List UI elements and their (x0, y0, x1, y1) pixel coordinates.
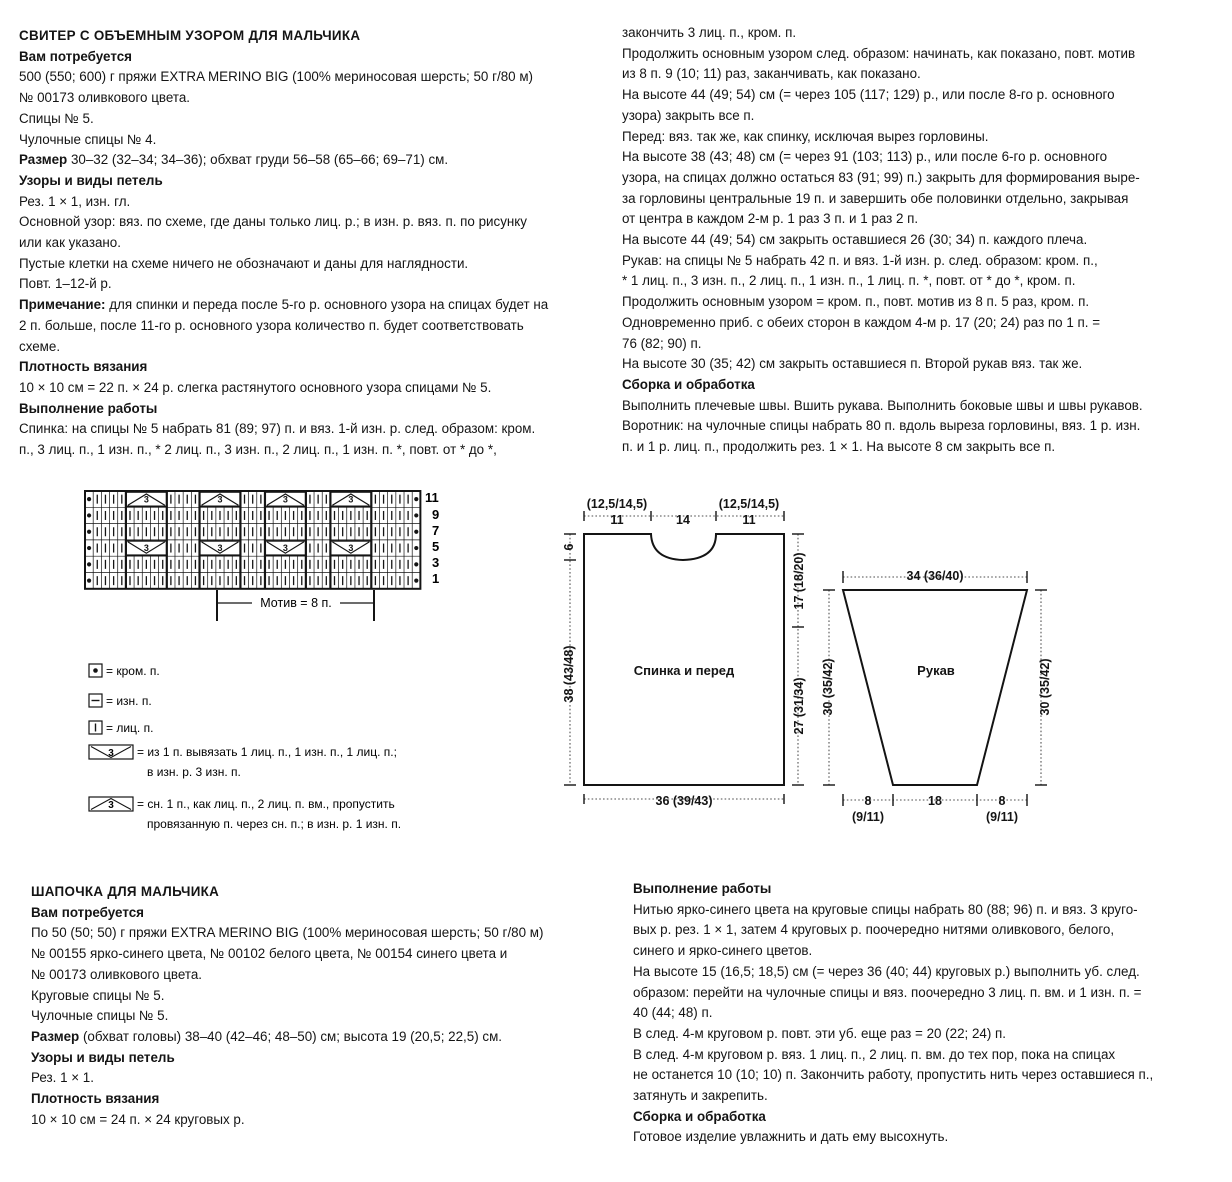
legend-decrease-text: = сн. 1 п., как лиц. п., 2 лиц. п. вм., пропустить (137, 797, 395, 811)
chart-row-number: 3 (432, 555, 440, 570)
sweater-note-text: для спинки и переда после 5-го р. основного узора на спицах будет на (105, 297, 549, 313)
dim-sleeve-top: 34 (36/40) (906, 569, 964, 583)
hat-work-line: вых р. рез. 1 × 1, затем 4 круговых р. поочередно нитями оливкового, белого, (633, 922, 1115, 938)
cable-number: 3 (282, 543, 288, 554)
hat-work-line: образом: перейти на чулочные спицы и вяз. поочередно 3 лиц. п. вм. и 1 изн. п. = (633, 984, 1142, 1000)
body-schematic (564, 511, 804, 804)
sweater-work-line: Рукав: на спицы № 5 набрать 42 п. и вяз. 1-й изн. р. след. образом: кром. п., (622, 252, 1098, 268)
sweater-size-text: 30–32 (32–34; 34–36); обхват груди 56–58 (65–66; 69–71) см. (67, 152, 449, 168)
edge-stitch-dot-icon (87, 546, 91, 550)
sweater-patterns-line: Основной узор: вяз. по схеме, где даны только лиц. р.; в изн. р. вяз. п. по рисунку (19, 214, 527, 230)
hat-work-line: В след. 4-м круговом р. повт. эти уб. еще раз = 20 (22; 24) п. (633, 1025, 1007, 1041)
legend-increase-text: = из 1 п. вывязать 1 лиц. п., 1 изн. п., 1 лиц. п.; (137, 745, 397, 759)
sweater-assembly-line: Выполнить плечевые швы. Вшить рукава. Выполнить боковые швы и швы рукавов. (622, 397, 1143, 413)
sweater-size-label: Размер (19, 152, 68, 168)
sweater-note-line: схеме. (19, 338, 61, 354)
edge-stitch-dot-icon (414, 497, 418, 501)
dim-sleeve-side-left: 8 (864, 794, 872, 808)
dim-neck-width: 14 (676, 513, 690, 527)
cable-number: 3 (143, 494, 149, 505)
dim-sleeve-bottom: 18 (928, 794, 942, 808)
sweater-work-line: Спинка: на спицы № 5 набрать 81 (89; 97) п. и вяз. 1-й изн. р. след. образом: кром. (19, 421, 536, 437)
sweater-materials-line: Чулочные спицы № 4. (19, 131, 157, 147)
hat-title: ШАПОЧКА ДЛЯ МАЛЬЧИКА (31, 884, 220, 899)
sweater-patterns-line: Рез. 1 × 1, изн. гл. (19, 193, 131, 209)
legend-knit-stitch (89, 721, 153, 735)
chart-row-number: 5 (432, 539, 440, 554)
legend-purl-text: = изн. п. (106, 694, 152, 708)
sweater-work-line: На высоте 44 (49; 54) см закрыть оставшиеся 26 (30; 34) п. каждого плеча. (622, 232, 1088, 248)
sweater-title: СВИТЕР С ОБЪЕМНЫМ УЗОРОМ ДЛЯ МАЛЬЧИКА (19, 28, 361, 43)
sweater-work-line: На высоте 38 (43; 48) см (= через 91 (103; 113) р., или после 6-го р. основного (622, 149, 1108, 165)
sweater-work-line: На высоте 44 (49; 54) см (= через 105 (117; 129) р., или после 8-го р. основного (622, 87, 1115, 103)
hat-assembly-heading: Сборка и обработка (633, 1108, 766, 1124)
legend-knit-text: = лиц. п. (106, 721, 154, 735)
hat-gauge: 10 × 10 см = 24 п. × 24 круговых р. (31, 1111, 245, 1127)
sweater-work-heading: Выполнение работы (19, 400, 158, 416)
cable-number: 3 (143, 543, 149, 554)
sweater-gauge-heading: Плотность вязания (19, 359, 148, 375)
sweater-work-line: узора) закрыть все п. (622, 107, 755, 123)
chart-row-number: 11 (425, 490, 439, 505)
body-outline (584, 534, 784, 785)
sleeve-label: Рукав (917, 663, 955, 678)
chart-row-number: 9 (432, 507, 440, 522)
hat-size-text: (обхват головы) 38–40 (42–46; 48–50) см; высота 19 (20,5; 22,5) см. (79, 1028, 502, 1044)
dim-armhole: 17 (18/20) (792, 552, 806, 610)
sweater-patterns-line: или как указано. (19, 235, 121, 251)
dim-sleeve-side-left-alt: (9/11) (852, 810, 884, 824)
sweater-work-line: 76 (82; 90) п. (622, 335, 702, 351)
edge-stitch-dot-icon (87, 530, 91, 534)
hat-materials-line: № 00173 оливкового цвета. (31, 966, 203, 982)
hat-work-heading: Выполнение работы (633, 881, 772, 896)
cable-number: 3 (282, 494, 288, 505)
hat-size (31, 1027, 543, 1048)
chart-row-number: 1 (432, 571, 440, 586)
chart-cells (85, 491, 420, 589)
hat-assembly-line: Готовое изделие увлажнить и дать ему высохнуть. (633, 1129, 949, 1145)
cable-number: 3 (217, 543, 223, 554)
legend-purl-stitch (89, 694, 152, 708)
sweater-materials-line: Спицы № 5. (19, 110, 94, 126)
legend-edge-stitch (89, 664, 160, 678)
dim-shoulder-top-left: (12,5/14,5) (586, 497, 648, 511)
dim-sleeve-side-right-alt: (9/11) (986, 810, 1018, 824)
sweater-patterns-line: Повт. 1–12-й р. (19, 276, 112, 292)
edge-stitch-dot-icon (414, 562, 418, 566)
hat-materials-line: Чулочные спицы № 5. (31, 1008, 169, 1024)
sweater-note-line: 2 п. больше, после 11-го р. основного узора количество п. будет соответствовать (19, 317, 524, 333)
sweater-patterns-line: Пустые клетки на схеме ничего не обозначают и даны для наглядности. (19, 255, 469, 271)
edge-stitch-dot-icon (87, 497, 91, 501)
hat-work-line: В след. 4-м круговом р. вяз. 1 лиц. п., 2 лиц. п. вм. до тех пор, пока на спицах (633, 1046, 1116, 1062)
hat-materials-line: Круговые спицы № 5. (31, 987, 165, 1003)
sweater-work-line: * 1 лиц. п., 3 изн. п., 2 лиц. п., 1 изн. п., 1 лиц. п. *, повт. от * до *, кром. п. (622, 273, 1076, 289)
sweater-assembly-heading: Сборка и обработка (622, 376, 755, 392)
sweater-work-line: из 8 п. 9 (10; 11) раз, заканчивать, как показано. (622, 66, 921, 82)
sweater-work-line: Продолжить основным узором = кром. п., повт. мотив из 8 п. 5 раз, кром. п. (622, 294, 1090, 310)
cable-number: 3 (348, 543, 354, 554)
sweater-assembly-line: п. и 1 р. лиц. п., продолжить рез. 1 × 1. На высоте 8 см закрыть все п. (622, 439, 1056, 455)
dim-body-width: 36 (39/43) (655, 794, 713, 808)
hat-work-line: не останется 10 (10; 10) п. Закончить работу, пропустить нить через оставшиеся п., (633, 1067, 1154, 1083)
sweater-materials-heading: Вам потребуется (19, 48, 132, 64)
sweater-work-line: Одновременно приб. с обеих сторон в каждом 4-м р. 17 (20; 24) раз по 1 п. = (622, 314, 1101, 330)
hat-gauge-heading: Плотность вязания (31, 1091, 160, 1107)
sweater-work-line: закончить 3 лиц. п., кром. п. (622, 25, 797, 40)
sweater-work-line: от центра в каждом 2-м р. 1 раз 3 п. и 1 раз 2 п. (622, 211, 919, 227)
sweater-assembly-line: Воротник: на чулочные спицы набрать 80 п. вдоль выреза горловины, вяз. 1 р. изн. (622, 418, 1141, 434)
decrease-number: 3 (108, 800, 114, 811)
cable-number: 3 (217, 494, 223, 505)
edge-stitch-dot-icon (93, 668, 98, 673)
sweater-materials-line: № 00173 оливкового цвета. (19, 90, 191, 106)
sweater-work-line: Перед: вяз. так же, как спинку, исключая вырез горловины. (622, 128, 989, 144)
sweater-work-line: за горловины центральные 19 п. и завершить обе половинки отдельно, закрывая (622, 190, 1129, 206)
dim-sleeve-height-right: 30 (35/42) (1038, 658, 1052, 716)
increase-number: 3 (108, 748, 114, 759)
hat-patterns-heading: Узоры и виды петель (31, 1049, 175, 1065)
edge-stitch-dot-icon (414, 546, 418, 550)
dim-sleeve-side-right: 8 (998, 794, 1006, 808)
sweater-note-label: Примечание: (19, 297, 106, 313)
body-label: Спинка и перед (633, 663, 735, 678)
dim-shoulder-left: 11 (610, 513, 624, 527)
sleeve-outline (843, 590, 1027, 785)
legend-increase-text-2: в изн. р. 3 изн. п. (147, 765, 241, 779)
dim-side: 27 (31/34) (792, 677, 806, 735)
sweater-work-line: узора, на спицах должно остаться 83 (91; 99) п.) закрыть для формирования выре- (622, 169, 1140, 185)
legend-decrease (89, 797, 401, 831)
dim-shoulder-right: 11 (742, 513, 756, 527)
edge-stitch-dot-icon (87, 513, 91, 517)
hat-work-line: затянуть и закрепить. (633, 1088, 768, 1104)
sweater-work-line: Продолжить основным узором след. образом: начинать, как показано, повт. мотив (622, 45, 1136, 61)
hat-right-column (633, 879, 1153, 1148)
legend-edge-text: = кром. п. (106, 664, 160, 678)
hat-left-column (31, 882, 543, 1130)
dim-neck-depth: 6 (562, 543, 576, 551)
edge-stitch-dot-icon (414, 530, 418, 534)
legend (89, 664, 401, 831)
sweater-gauge: 10 × 10 см = 22 п. × 24 р. слегка растянутого основного узора спицами № 5. (19, 379, 492, 395)
hat-materials-heading: Вам потребуется (31, 904, 144, 920)
hat-size-label: Размер (31, 1028, 80, 1044)
edge-stitch-dot-icon (414, 513, 418, 517)
legend-increase (89, 745, 397, 779)
cable-number: 3 (348, 494, 354, 505)
body-labels (562, 497, 806, 808)
edge-stitch-dot-icon (414, 579, 418, 583)
hat-work-line: На высоте 15 (16,5; 18,5) см (= через 36 (40; 44) круговых р.) выполнить уб. след. (633, 963, 1140, 979)
chart-row-numbers (425, 490, 439, 586)
dim-shoulder-top-right: (12,5/14,5) (718, 497, 780, 511)
chart-row-number: 7 (432, 523, 440, 538)
sweater-work-line: п., 3 лиц. п., 1 изн. п., * 2 лиц. п., 3 изн. п., 2 лиц. п., 1 изн. п. *, повт. от * до *, (19, 442, 497, 458)
edge-stitch-dot-icon (87, 562, 91, 566)
hat-work-line: 40 (44; 48) п. (633, 1005, 713, 1021)
hat-work-line: синего и ярко-синего цветов. (633, 943, 813, 959)
hat-materials-line: № 00155 ярко-синего цвета, № 00102 белого цвета, № 00154 синего цвета и (31, 946, 508, 962)
sweater-patterns-heading: Узоры и виды петель (19, 172, 163, 188)
edge-stitch-dot-icon (87, 579, 91, 583)
dim-body-height: 38 (43/48) (562, 645, 576, 703)
sleeve-schematic (823, 571, 1047, 806)
hat-patterns-line: Рез. 1 × 1. (31, 1070, 94, 1086)
sweater-materials-line: 500 (550; 600) г пряжи EXTRA MERINO BIG (100% мериносовая шерсть; 50 г/80 м) (19, 69, 533, 85)
motif-label: Мотив = 8 п. (260, 596, 332, 610)
sweater-work-line: На высоте 30 (35; 42) см закрыть оставшиеся п. Второй рукав вяз. так же. (622, 356, 1083, 372)
hat-materials-line: По 50 (50; 50) г пряжи EXTRA MERINO BIG (100% мериносовая шерсть; 50 г/80 м) (31, 925, 544, 941)
hat-work-line: Нитью ярко-синего цвета на круговые спицы набрать 80 (88; 96) п. и вяз. 3 круго- (633, 901, 1138, 917)
dim-sleeve-height-left: 30 (35/42) (821, 658, 835, 716)
legend-decrease-text-2: провязанную п. через сн. п.; в изн. р. 1 изн. п. (147, 817, 402, 831)
